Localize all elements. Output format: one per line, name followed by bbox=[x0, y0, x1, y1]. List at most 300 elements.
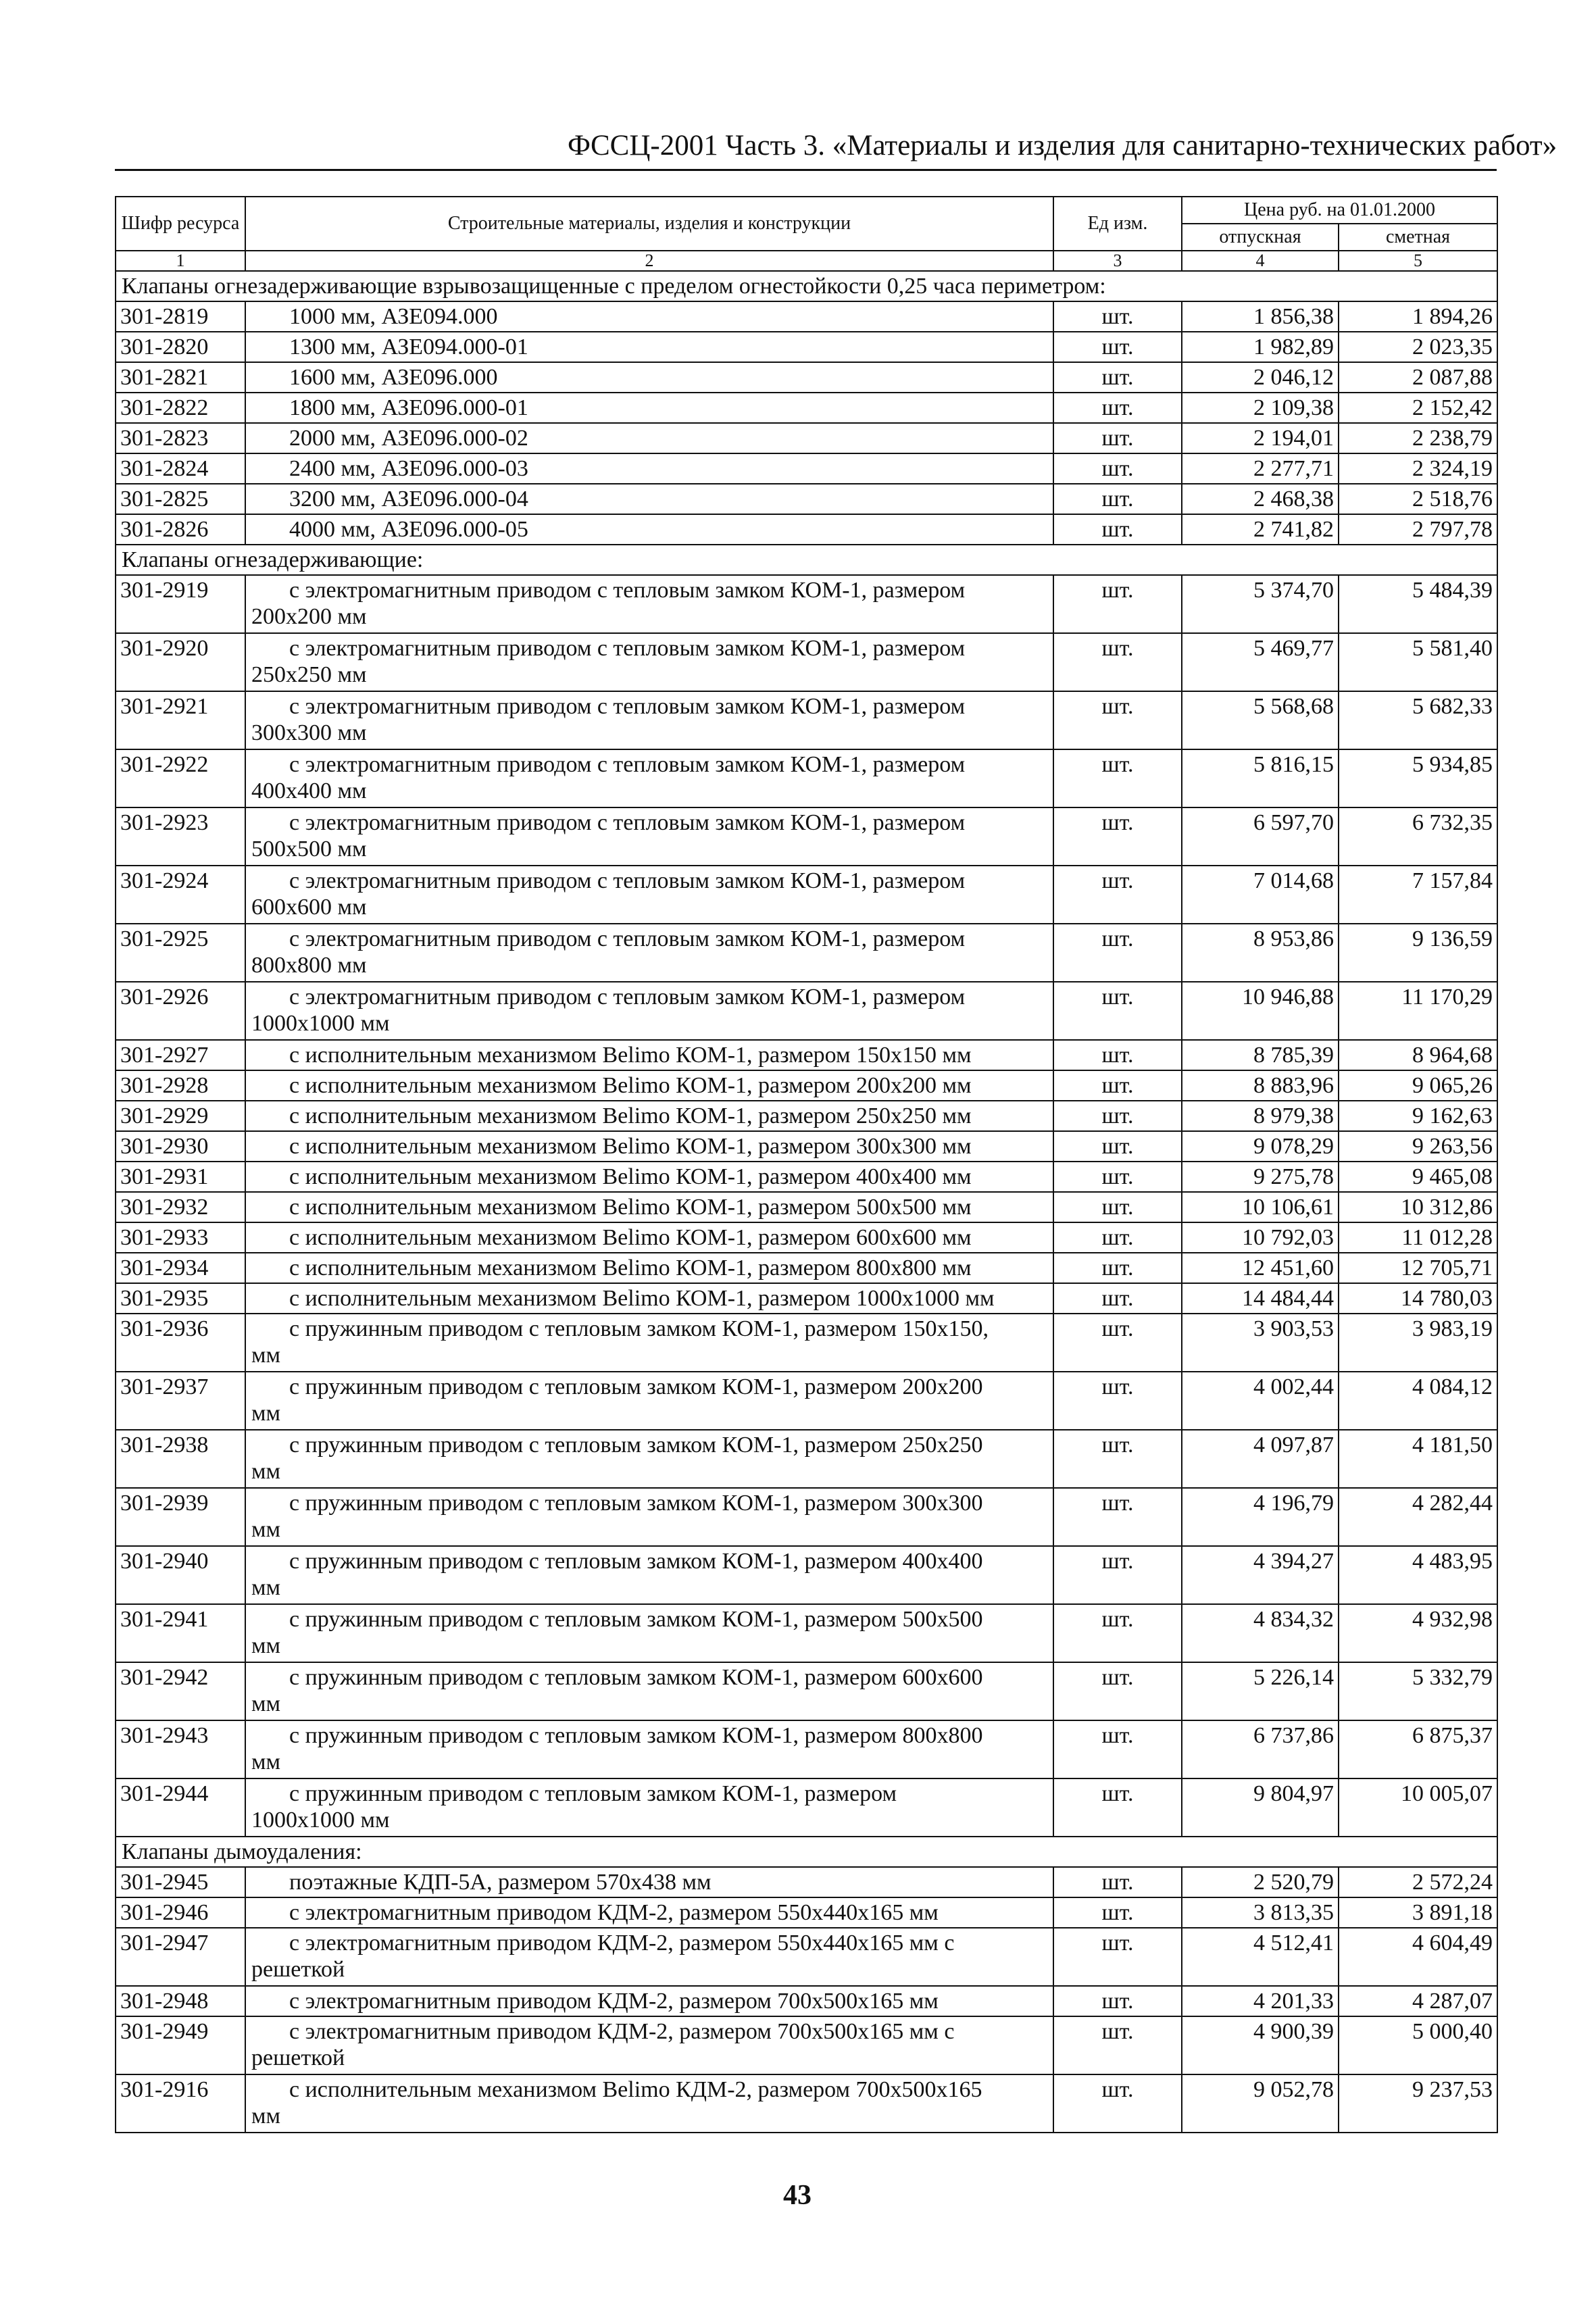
table-row bbox=[116, 1604, 1497, 1662]
item-description-line: 3200 мм, АЗЕ096.000-04 bbox=[289, 487, 528, 512]
resource-code: 301-2927 bbox=[116, 1040, 245, 1070]
unit: шт. bbox=[1053, 982, 1182, 1040]
price-estimate: 14 780,03 bbox=[1339, 1283, 1497, 1314]
price-release: 4 834,32 bbox=[1182, 1604, 1339, 1662]
price-release: 2 741,82 bbox=[1182, 514, 1339, 545]
col-unit-header: Ед изм. bbox=[1053, 197, 1182, 251]
item-description bbox=[245, 1162, 1053, 1192]
price-estimate: 5 000,40 bbox=[1339, 2016, 1497, 2074]
price-release: 5 469,77 bbox=[1182, 633, 1339, 691]
price-estimate: 11 170,29 bbox=[1339, 982, 1497, 1040]
resource-code: 301-2824 bbox=[116, 453, 245, 484]
item-description-line: мм bbox=[251, 1633, 281, 1658]
item-description bbox=[245, 1720, 1053, 1778]
item-description-line: мм bbox=[251, 1517, 281, 1542]
price-estimate: 4 181,50 bbox=[1339, 1430, 1497, 1488]
table-row bbox=[116, 393, 1497, 423]
price-release: 5 816,15 bbox=[1182, 749, 1339, 807]
unit: шт. bbox=[1053, 514, 1182, 545]
price-estimate: 10 005,07 bbox=[1339, 1778, 1497, 1837]
item-description bbox=[245, 514, 1053, 545]
table-row bbox=[116, 2016, 1497, 2074]
resource-code: 301-2924 bbox=[116, 866, 245, 924]
item-description bbox=[245, 1253, 1053, 1283]
table-row bbox=[116, 2074, 1497, 2133]
price-release: 10 792,03 bbox=[1182, 1222, 1339, 1253]
item-description bbox=[245, 749, 1053, 807]
price-estimate: 1 894,26 bbox=[1339, 301, 1497, 332]
price-release: 2 277,71 bbox=[1182, 453, 1339, 484]
resource-code: 301-2926 bbox=[116, 982, 245, 1040]
price-estimate: 9 065,26 bbox=[1339, 1070, 1497, 1101]
item-description-line: с пружинным приводом с тепловым замком КОМ-1, размером 250х250 bbox=[289, 1433, 983, 1458]
section-title: Клапаны дымоудаления: bbox=[116, 1837, 1497, 1867]
price-release: 4 900,39 bbox=[1182, 2016, 1339, 2074]
price-estimate: 2 572,24 bbox=[1339, 1867, 1497, 1897]
table-row bbox=[116, 1372, 1497, 1430]
item-description-line: решеткой bbox=[251, 2045, 345, 2070]
resource-code: 301-2947 bbox=[116, 1928, 245, 1986]
table-row bbox=[116, 1720, 1497, 1778]
price-estimate: 9 263,56 bbox=[1339, 1131, 1497, 1162]
table-row bbox=[116, 924, 1497, 982]
table-row bbox=[116, 1192, 1497, 1222]
item-description bbox=[245, 1430, 1053, 1488]
section-header-row bbox=[116, 545, 1497, 575]
unit: шт. bbox=[1053, 1778, 1182, 1837]
price-release: 14 484,44 bbox=[1182, 1283, 1339, 1314]
item-description-line: 1000 мм, АЗЕ094.000 bbox=[289, 304, 498, 329]
resource-code: 301-2946 bbox=[116, 1897, 245, 1928]
item-description bbox=[245, 1101, 1053, 1131]
unit: шт. bbox=[1053, 1101, 1182, 1131]
price-estimate: 2 087,88 bbox=[1339, 362, 1497, 393]
price-estimate: 7 157,84 bbox=[1339, 866, 1497, 924]
unit: шт. bbox=[1053, 924, 1182, 982]
price-estimate: 4 932,98 bbox=[1339, 1604, 1497, 1662]
unit: шт. bbox=[1053, 2016, 1182, 2074]
item-description-line: поэтажные КДП-5А, размером 570х438 мм bbox=[289, 1870, 712, 1895]
resource-code: 301-2932 bbox=[116, 1192, 245, 1222]
resource-code: 301-2936 bbox=[116, 1314, 245, 1372]
resource-code: 301-2934 bbox=[116, 1253, 245, 1283]
price-estimate: 4 483,95 bbox=[1339, 1546, 1497, 1604]
item-description bbox=[245, 1604, 1053, 1662]
resource-code: 301-2935 bbox=[116, 1283, 245, 1314]
price-estimate: 4 604,49 bbox=[1339, 1928, 1497, 1986]
resource-code: 301-2825 bbox=[116, 484, 245, 514]
item-description-line: 250х250 мм bbox=[251, 662, 367, 687]
price-release: 9 052,78 bbox=[1182, 2074, 1339, 2133]
price-estimate: 9 237,53 bbox=[1339, 2074, 1497, 2133]
table-row bbox=[116, 1253, 1497, 1283]
resource-code: 301-2937 bbox=[116, 1372, 245, 1430]
item-description-line: с исполнительным механизмом Belimo КОМ-1, размером 300х300 мм bbox=[289, 1134, 972, 1159]
item-description-line: 200х200 мм bbox=[251, 604, 367, 629]
col-code-header: Шифр ресурса bbox=[116, 197, 245, 251]
price-release: 9 078,29 bbox=[1182, 1131, 1339, 1162]
item-description bbox=[245, 575, 1053, 633]
resource-code: 301-2929 bbox=[116, 1101, 245, 1131]
item-description-line: 500х500 мм bbox=[251, 837, 367, 862]
price-release: 2 468,38 bbox=[1182, 484, 1339, 514]
resource-code: 301-2928 bbox=[116, 1070, 245, 1101]
item-description bbox=[245, 2074, 1053, 2133]
price-release: 5 374,70 bbox=[1182, 575, 1339, 633]
price-release: 2 109,38 bbox=[1182, 393, 1339, 423]
item-description bbox=[245, 1283, 1053, 1314]
item-description bbox=[245, 1070, 1053, 1101]
unit: шт. bbox=[1053, 301, 1182, 332]
column-number: 4 bbox=[1182, 251, 1339, 271]
price-table bbox=[115, 196, 1498, 2133]
price-estimate: 2 152,42 bbox=[1339, 393, 1497, 423]
table-row bbox=[116, 1314, 1497, 1372]
resource-code: 301-2823 bbox=[116, 423, 245, 453]
table-row bbox=[116, 1488, 1497, 1546]
table-row bbox=[116, 749, 1497, 807]
price-release: 10 106,61 bbox=[1182, 1192, 1339, 1222]
table-row bbox=[116, 453, 1497, 484]
resource-code: 301-2938 bbox=[116, 1430, 245, 1488]
item-description bbox=[245, 1040, 1053, 1070]
item-description bbox=[245, 807, 1053, 866]
unit: шт. bbox=[1053, 1867, 1182, 1897]
table-row bbox=[116, 691, 1497, 749]
price-release: 3 813,35 bbox=[1182, 1897, 1339, 1928]
item-description-line: с пружинным приводом с тепловым замком КОМ-1, размером 200х200 bbox=[289, 1374, 983, 1399]
column-number: 5 bbox=[1339, 251, 1497, 271]
unit: шт. bbox=[1053, 1488, 1182, 1546]
item-description bbox=[245, 982, 1053, 1040]
price-estimate: 4 282,44 bbox=[1339, 1488, 1497, 1546]
unit: шт. bbox=[1053, 1314, 1182, 1372]
price-release: 8 979,38 bbox=[1182, 1101, 1339, 1131]
resource-code: 301-2922 bbox=[116, 749, 245, 807]
item-description bbox=[245, 1928, 1053, 1986]
table-row bbox=[116, 1928, 1497, 1986]
unit: шт. bbox=[1053, 575, 1182, 633]
table-row bbox=[116, 866, 1497, 924]
item-description-line: с исполнительным механизмом Belimo КОМ-1, размером 800х800 мм bbox=[289, 1255, 972, 1280]
price-estimate: 9 136,59 bbox=[1339, 924, 1497, 982]
table-row bbox=[116, 1101, 1497, 1131]
price-estimate: 5 682,33 bbox=[1339, 691, 1497, 749]
price-release: 3 903,53 bbox=[1182, 1314, 1339, 1372]
item-description bbox=[245, 1222, 1053, 1253]
price-estimate: 2 238,79 bbox=[1339, 423, 1497, 453]
item-description bbox=[245, 362, 1053, 393]
item-description bbox=[245, 484, 1053, 514]
table-row bbox=[116, 362, 1497, 393]
item-description-line: мм bbox=[251, 2104, 281, 2129]
price-estimate: 4 084,12 bbox=[1339, 1372, 1497, 1430]
unit: шт. bbox=[1053, 1222, 1182, 1253]
price-estimate: 9 162,63 bbox=[1339, 1101, 1497, 1131]
item-description bbox=[245, 1778, 1053, 1837]
price-release: 6 737,86 bbox=[1182, 1720, 1339, 1778]
price-estimate: 2 023,35 bbox=[1339, 332, 1497, 362]
price-release: 2 194,01 bbox=[1182, 423, 1339, 453]
item-description-line: с пружинным приводом с тепловым замком КОМ-1, размером 300х300 bbox=[289, 1491, 983, 1516]
resource-code: 301-2920 bbox=[116, 633, 245, 691]
item-description-line: мм bbox=[251, 1575, 281, 1600]
price-estimate: 8 964,68 bbox=[1339, 1040, 1497, 1070]
price-estimate: 5 581,40 bbox=[1339, 633, 1497, 691]
unit: шт. bbox=[1053, 362, 1182, 393]
item-description-line: 400х400 мм bbox=[251, 778, 367, 803]
resource-code: 301-2943 bbox=[116, 1720, 245, 1778]
item-description-line: с электромагнитным приводом с тепловым замком КОМ-1, размером bbox=[289, 578, 966, 603]
header-rule bbox=[115, 169, 1497, 171]
price-estimate: 9 465,08 bbox=[1339, 1162, 1497, 1192]
item-description bbox=[245, 332, 1053, 362]
item-description-line: с исполнительным механизмом Belimo КДМ-2, размером 700х500х165 bbox=[289, 2077, 982, 2102]
unit: шт. bbox=[1053, 423, 1182, 453]
price-release: 10 946,88 bbox=[1182, 982, 1339, 1040]
unit: шт. bbox=[1053, 332, 1182, 362]
price-estimate: 2 324,19 bbox=[1339, 453, 1497, 484]
item-description-line: 2000 мм, АЗЕ096.000-02 bbox=[289, 426, 528, 451]
item-description-line: с пружинным приводом с тепловым замком КОМ-1, размером 800х800 bbox=[289, 1723, 983, 1748]
item-description-line: с электромагнитным приводом с тепловым замком КОМ-1, размером bbox=[289, 752, 966, 777]
price-estimate: 6 875,37 bbox=[1339, 1720, 1497, 1778]
price-release: 8 785,39 bbox=[1182, 1040, 1339, 1070]
col-release-header: отпускная bbox=[1182, 224, 1339, 251]
resource-code: 301-2939 bbox=[116, 1488, 245, 1546]
table-row bbox=[116, 1070, 1497, 1101]
item-description bbox=[245, 633, 1053, 691]
item-description-line: 4000 мм, АЗЕ096.000-05 bbox=[289, 517, 528, 542]
price-estimate: 2 518,76 bbox=[1339, 484, 1497, 514]
item-description bbox=[245, 1372, 1053, 1430]
item-description-line: мм bbox=[251, 1691, 281, 1716]
item-description-line: мм bbox=[251, 1401, 281, 1426]
table-row bbox=[116, 1662, 1497, 1720]
resource-code: 301-2942 bbox=[116, 1662, 245, 1720]
price-release: 2 046,12 bbox=[1182, 362, 1339, 393]
item-description-line: 600х600 мм bbox=[251, 895, 367, 920]
page-number: 43 bbox=[783, 2180, 812, 2211]
unit: шт. bbox=[1053, 749, 1182, 807]
unit: шт. bbox=[1053, 807, 1182, 866]
price-release: 4 002,44 bbox=[1182, 1372, 1339, 1430]
item-description-line: с исполнительным механизмом Belimo КОМ-1, размером 600х600 мм bbox=[289, 1225, 972, 1250]
item-description-line: с пружинным приводом с тепловым замком КОМ-1, размером 500х500 bbox=[289, 1607, 983, 1632]
item-description-line: с электромагнитным приводом с тепловым замком КОМ-1, размером bbox=[289, 926, 966, 951]
column-number-row bbox=[116, 251, 1497, 271]
item-description bbox=[245, 301, 1053, 332]
unit: шт. bbox=[1053, 1372, 1182, 1430]
table-row bbox=[116, 1131, 1497, 1162]
price-release: 4 201,33 bbox=[1182, 1986, 1339, 2016]
unit: шт. bbox=[1053, 1192, 1182, 1222]
resource-code: 301-2948 bbox=[116, 1986, 245, 2016]
price-release: 4 394,27 bbox=[1182, 1546, 1339, 1604]
item-description bbox=[245, 1986, 1053, 2016]
item-description-line: решеткой bbox=[251, 1957, 345, 1982]
page-header: ФССЦ-2001 Часть 3. «Материалы и изделия для санитарно-технических работ» bbox=[568, 130, 1557, 161]
price-estimate: 4 287,07 bbox=[1339, 1986, 1497, 2016]
resource-code: 301-2826 bbox=[116, 514, 245, 545]
resource-code: 301-2820 bbox=[116, 332, 245, 362]
table-row bbox=[116, 1283, 1497, 1314]
table-row bbox=[116, 301, 1497, 332]
section-header-row bbox=[116, 1837, 1497, 1867]
resource-code: 301-2933 bbox=[116, 1222, 245, 1253]
price-estimate: 10 312,86 bbox=[1339, 1192, 1497, 1222]
item-description-line: с исполнительным механизмом Belimo КОМ-1, размером 150х150 мм bbox=[289, 1043, 972, 1068]
col-name-header: Строительные материалы, изделия и конструкции bbox=[245, 197, 1053, 251]
price-release: 7 014,68 bbox=[1182, 866, 1339, 924]
item-description-line: с электромагнитным приводом с тепловым замком КОМ-1, размером bbox=[289, 810, 966, 835]
table-row bbox=[116, 484, 1497, 514]
item-description bbox=[245, 393, 1053, 423]
price-release: 6 597,70 bbox=[1182, 807, 1339, 866]
item-description bbox=[245, 924, 1053, 982]
price-release: 9 804,97 bbox=[1182, 1778, 1339, 1837]
table-row bbox=[116, 514, 1497, 545]
table-row bbox=[116, 575, 1497, 633]
table-row bbox=[116, 982, 1497, 1040]
item-description-line: с электромагнитным приводом КДМ-2, размером 550х440х165 мм bbox=[289, 1900, 939, 1925]
table-row bbox=[116, 1222, 1497, 1253]
table-row bbox=[116, 1040, 1497, 1070]
column-number: 1 bbox=[116, 251, 245, 271]
unit: шт. bbox=[1053, 1986, 1182, 2016]
unit: шт. bbox=[1053, 1720, 1182, 1778]
unit: шт. bbox=[1053, 1604, 1182, 1662]
resource-code: 301-2944 bbox=[116, 1778, 245, 1837]
resource-code: 301-2949 bbox=[116, 2016, 245, 2074]
item-description-line: с исполнительным механизмом Belimo КОМ-1, размером 250х250 мм bbox=[289, 1103, 972, 1128]
table-row bbox=[116, 423, 1497, 453]
table-row bbox=[116, 1430, 1497, 1488]
price-release: 5 226,14 bbox=[1182, 1662, 1339, 1720]
unit: шт. bbox=[1053, 1131, 1182, 1162]
item-description-line: 1000х1000 мм bbox=[251, 1011, 390, 1036]
item-description-line: 1300 мм, АЗЕ094.000-01 bbox=[289, 334, 528, 359]
price-estimate: 11 012,28 bbox=[1339, 1222, 1497, 1253]
table-row bbox=[116, 1897, 1497, 1928]
resource-code: 301-2921 bbox=[116, 691, 245, 749]
price-release: 2 520,79 bbox=[1182, 1867, 1339, 1897]
item-description bbox=[245, 1488, 1053, 1546]
table-row bbox=[116, 1162, 1497, 1192]
unit: шт. bbox=[1053, 1070, 1182, 1101]
unit: шт. bbox=[1053, 1546, 1182, 1604]
price-release: 1 982,89 bbox=[1182, 332, 1339, 362]
unit: шт. bbox=[1053, 1162, 1182, 1192]
resource-code: 301-2940 bbox=[116, 1546, 245, 1604]
col-price-header: Цена руб. на 01.01.2000 bbox=[1182, 197, 1497, 224]
item-description bbox=[245, 423, 1053, 453]
price-estimate: 3 891,18 bbox=[1339, 1897, 1497, 1928]
item-description-line: с пружинным приводом с тепловым замком КОМ-1, размером 400х400 bbox=[289, 1549, 983, 1574]
unit: шт. bbox=[1053, 1430, 1182, 1488]
price-estimate: 5 484,39 bbox=[1339, 575, 1497, 633]
item-description bbox=[245, 1314, 1053, 1372]
unit: шт. bbox=[1053, 1253, 1182, 1283]
section-header-row bbox=[116, 271, 1497, 301]
unit: шт. bbox=[1053, 1283, 1182, 1314]
item-description-line: 2400 мм, АЗЕ096.000-03 bbox=[289, 456, 528, 481]
resource-code: 301-2916 bbox=[116, 2074, 245, 2133]
item-description-line: с электромагнитным приводом КДМ-2, размером 700х500х165 мм bbox=[289, 1989, 939, 2014]
resource-code: 301-2821 bbox=[116, 362, 245, 393]
resource-code: 301-2931 bbox=[116, 1162, 245, 1192]
unit: шт. bbox=[1053, 484, 1182, 514]
table-row bbox=[116, 633, 1497, 691]
item-description-line: с пружинным приводом с тепловым замком КОМ-1, размером 600х600 bbox=[289, 1665, 983, 1690]
item-description bbox=[245, 1192, 1053, 1222]
resource-code: 301-2945 bbox=[116, 1867, 245, 1897]
unit: шт. bbox=[1053, 2074, 1182, 2133]
item-description-line: с исполнительным механизмом Belimo КОМ-1, размером 400х400 мм bbox=[289, 1164, 972, 1189]
item-description-line: с электромагнитным приводом с тепловым замком КОМ-1, размером bbox=[289, 868, 966, 893]
price-release: 5 568,68 bbox=[1182, 691, 1339, 749]
item-description-line: мм bbox=[251, 1459, 281, 1484]
item-description bbox=[245, 453, 1053, 484]
item-description-line: мм bbox=[251, 1749, 281, 1774]
resource-code: 301-2925 bbox=[116, 924, 245, 982]
item-description-line: 800х800 мм bbox=[251, 953, 367, 978]
price-estimate: 5 332,79 bbox=[1339, 1662, 1497, 1720]
item-description-line: с исполнительным механизмом Belimo КОМ-1, размером 1000х1000 мм bbox=[289, 1286, 995, 1311]
item-description-line: с электромагнитным приводом с тепловым замком КОМ-1, размером bbox=[289, 985, 966, 1010]
unit: шт. bbox=[1053, 633, 1182, 691]
item-description-line: с электромагнитным приводом с тепловым замком КОМ-1, размером bbox=[289, 694, 966, 719]
unit: шт. bbox=[1053, 1928, 1182, 1986]
unit: шт. bbox=[1053, 453, 1182, 484]
item-description bbox=[245, 1897, 1053, 1928]
price-release: 12 451,60 bbox=[1182, 1253, 1339, 1283]
item-description-line: 300х300 мм bbox=[251, 720, 367, 745]
item-description-line: 1000х1000 мм bbox=[251, 1808, 390, 1833]
resource-code: 301-2930 bbox=[116, 1131, 245, 1162]
resource-code: 301-2822 bbox=[116, 393, 245, 423]
item-description-line: с электромагнитным приводом КДМ-2, размером 550х440х165 мм с bbox=[289, 1931, 955, 1956]
price-release: 8 883,96 bbox=[1182, 1070, 1339, 1101]
item-description-line: с пружинным приводом с тепловым замком КОМ-1, размером 150х150, bbox=[289, 1316, 989, 1341]
table-header-row bbox=[116, 197, 1497, 224]
unit: шт. bbox=[1053, 691, 1182, 749]
item-description bbox=[245, 1546, 1053, 1604]
table-row bbox=[116, 1986, 1497, 2016]
col-estimate-header: сметная bbox=[1339, 224, 1497, 251]
price-estimate: 3 983,19 bbox=[1339, 1314, 1497, 1372]
table-row bbox=[116, 807, 1497, 866]
table-row bbox=[116, 1546, 1497, 1604]
price-release: 4 512,41 bbox=[1182, 1928, 1339, 1986]
item-description-line: с электромагнитным приводом с тепловым замком КОМ-1, размером bbox=[289, 636, 966, 661]
item-description-line: 1800 мм, АЗЕ096.000-01 bbox=[289, 395, 528, 420]
item-description bbox=[245, 691, 1053, 749]
item-description-line: с пружинным приводом с тепловым замком КОМ-1, размером bbox=[289, 1781, 897, 1806]
price-release: 4 196,79 bbox=[1182, 1488, 1339, 1546]
resource-code: 301-2819 bbox=[116, 301, 245, 332]
price-estimate: 2 797,78 bbox=[1339, 514, 1497, 545]
item-description bbox=[245, 1662, 1053, 1720]
item-description bbox=[245, 1131, 1053, 1162]
price-release: 8 953,86 bbox=[1182, 924, 1339, 982]
unit: шт. bbox=[1053, 393, 1182, 423]
table-row bbox=[116, 332, 1497, 362]
item-description-line: с исполнительным механизмом Belimo КОМ-1, размером 500х500 мм bbox=[289, 1195, 972, 1220]
item-description bbox=[245, 1867, 1053, 1897]
column-number: 3 bbox=[1053, 251, 1182, 271]
item-description-line: с исполнительным механизмом Belimo КОМ-1, размером 200х200 мм bbox=[289, 1073, 972, 1098]
